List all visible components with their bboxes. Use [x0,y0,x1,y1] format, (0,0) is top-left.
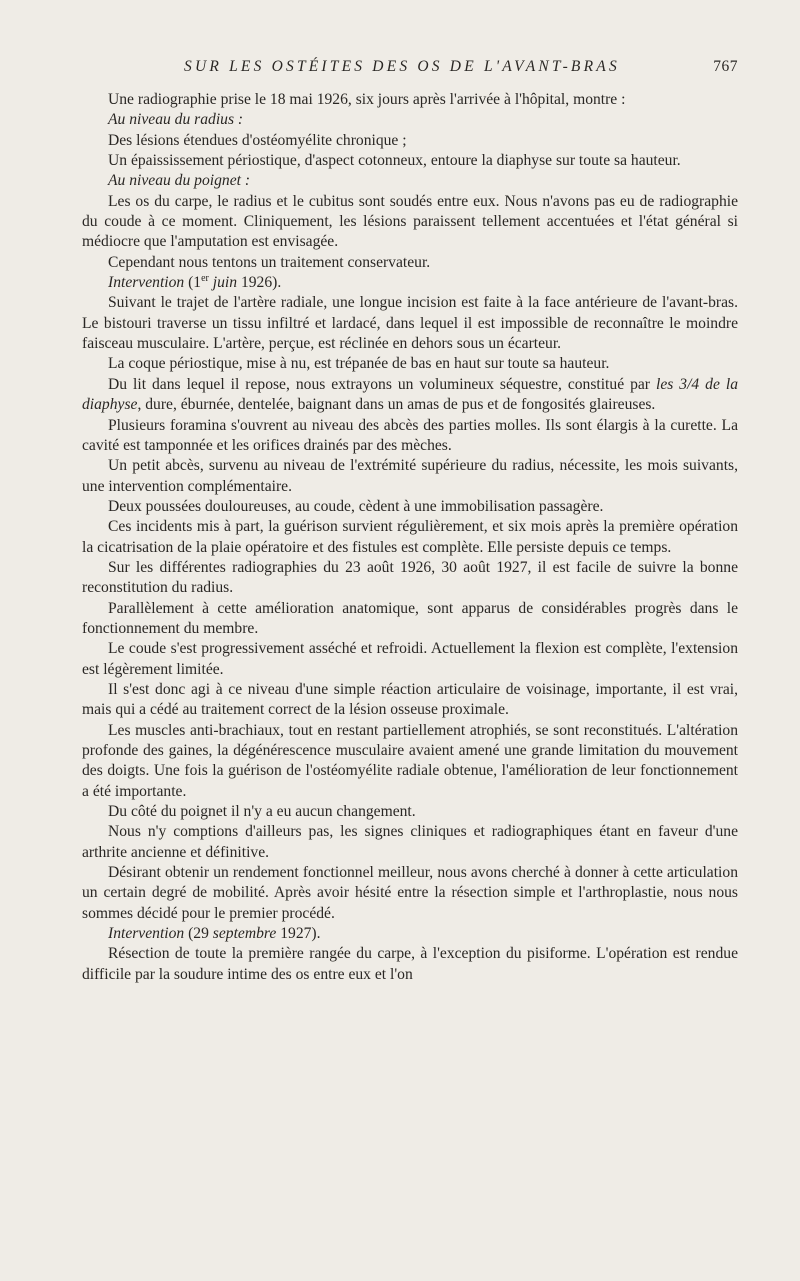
paragraph: Il s'est donc agi à ce niveau d'une simple réaction articulaire de voisinage, importante, il est vrai, mais qui a cédé au traitement correct de la lésion osseuse proximale. [82,680,738,719]
text-run: , dure, éburnée, dentelée, baignant dans un amas de pus et de fongosités glaireuses. [137,396,656,414]
paragraph: Parallèlement à cette amélioration anatomique, sont apparus de considérables progrès dans le fonctionnement du membre. [82,599,738,637]
subheading-radius: Au niveau du radius : [108,111,244,129]
intervention-year: 1926). [237,274,282,292]
intervention-year: 1927). [276,925,321,943]
intervention-heading [82,924,738,944]
paragraph: Deux poussées douloureuses, au coude, cèdent à une immobilisation passagère. [108,497,604,515]
page-number: 767 [713,58,738,75]
paragraph: Sur les différentes radiographies du 23 août 1926, 30 août 1927, il est facile de suivre la bonne reconstitution du radius. [82,558,738,597]
paragraph [82,375,738,416]
running-title: SUR LES OSTÉITES DES OS DE L'AVANT-BRAS [184,58,620,75]
paragraph: Une radiographie prise le 18 mai 1926, six jours après l'arrivée à l'hôpital, montre : [108,91,626,108]
paragraph: Le coude s'est progressivement asséché et refroidi. Actuellement la flexion est complète, l'extension est légèrement limitée. [82,640,738,678]
paragraph: Des lésions étendues d'ostéomyélite chronique ; [108,131,407,149]
document-page [82,52,738,985]
ordinal-suffix: er [201,272,209,284]
paragraph: Un épaississement périostique, d'aspect cotonneux, entoure la diaphyse sur toute sa hauteur. [108,152,681,170]
intervention-date-open: (29 [184,925,209,943]
paragraph: Suivant le trajet de l'artère radiale, une longue incision est faite à la face antérieure de l'avant-bras. Le bistouri traverse un tissu infiltré et lardacé, dans lequel il est impossible de reconnaître le moindre faisceau musculaire. L'artère, perçue, est réclinée en dehors sous un écarteur. [82,294,738,353]
intervention-month: septembre [208,925,277,943]
intervention-label: Intervention [108,925,185,943]
paragraph: Désirant obtenir un rendement fonctionnel meilleur, nous avons cherché à donner à cette articulation un certain degré de mobilité. Après avoir hésité entre la résection simple et l'arthroplastie, nous nous sommes décidé pour le premier procédé. [82,864,738,922]
paragraph: Nous n'y comptions d'ailleurs pas, les signes cliniques et radiographiques étant en faveur d'une arthrite ancienne et définitive. [82,823,738,861]
page-header [82,52,738,80]
paragraph: Ces incidents mis à part, la guérison survient régulièrement, et six mois après la première opération la cicatrisation de la plaie opératoire et des fistules est complète. Elle persiste depuis ce temps. [82,518,738,556]
emphasis: les 3/4 de la diaphyse [82,375,739,414]
intervention-label: Intervention [108,274,185,292]
paragraph: Un petit abcès, survenu au niveau de l'extrémité supérieure du radius, nécessite, les mois suivants, une intervention complémentaire. [82,457,738,495]
intervention-month: juin [208,274,238,292]
paragraph: Les muscles anti-brachiaux, tout en restant partiellement atrophiés, se sont reconstitués. L'altération profonde des gaines, la dégénérescence musculaire avaient amené une grande limitation du mouvement des doigts. Une fois la guérison de l'ostéomyélite radiale obtenue, l'amélioration de leur fonctionnement a été importante. [82,721,738,800]
intervention-heading [82,273,738,293]
paragraph: Cependant nous tentons un traitement conservateur. [108,253,431,271]
paragraph: Du côté du poignet il n'y a eu aucun changement. [108,803,416,821]
paragraph: Plusieurs foramina s'ouvrent au niveau des abcès des parties molles. Ils sont élargis à la curette. La cavité est tamponnée et les orifices drainés par des mèches. [82,416,738,454]
text-run: Du lit dans lequel il repose, nous extrayons un volumineux séquestre, constitué par [108,375,656,393]
paragraph: La coque périostique, mise à nu, est trépanée de bas en haut sur toute sa hauteur. [108,355,610,373]
paragraph: Les os du carpe, le radius et le cubitus sont soudés entre eux. Nous n'avons pas eu de radiographie du coude à ce moment. Cliniquement, les lésions paraissent tellement accentuées et l'état général si médiocre que l'amputation est envisagée. [82,192,738,251]
paragraph: Résection de toute la première rangée du carpe, à l'exception du pisiforme. L'opération est rendue difficile par la soudure intime des os entre eux et l'on [82,945,738,983]
body-text [82,90,738,985]
intervention-date-open: (1 [184,274,202,292]
subheading-poignet: Au niveau du poignet : [108,172,251,190]
